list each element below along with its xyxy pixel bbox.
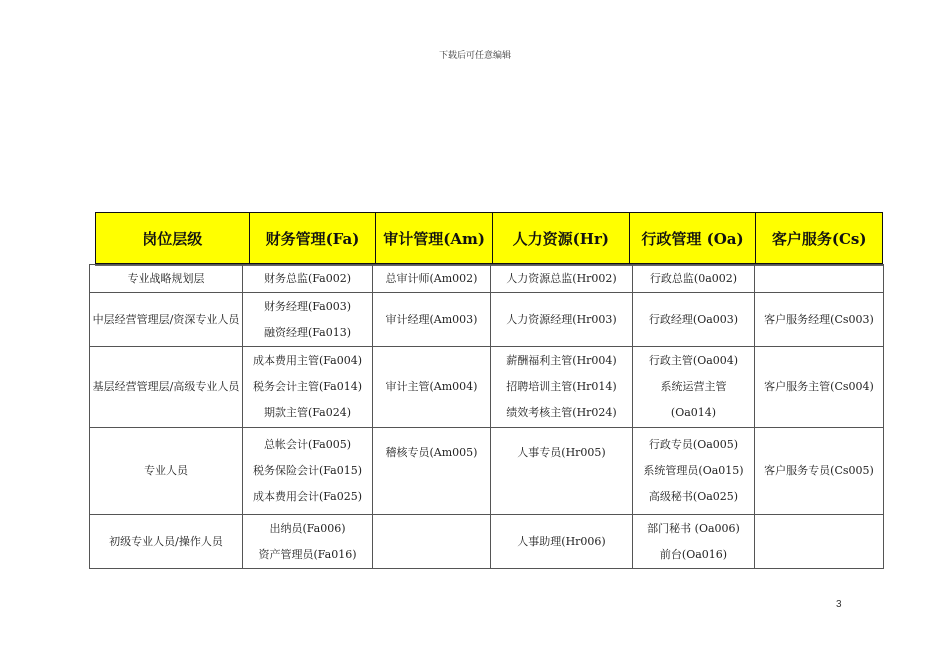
- position-label: 审计主管(Am004): [385, 380, 478, 393]
- position-label: 财务经理(Fa003): [263, 299, 352, 313]
- hr-cell: [491, 428, 633, 515]
- position-label: 成本费用会计(Fa025): [252, 490, 363, 503]
- hr-cell: [491, 347, 633, 428]
- position-label: 薪酬福利主管(Hr004): [506, 354, 617, 367]
- position-label: 总审计师(Am002): [385, 271, 478, 285]
- table-row: [90, 515, 884, 569]
- position-label: 人力资源经理(Hr003): [506, 312, 617, 326]
- position-label: 财务总监(Fa002): [263, 271, 352, 285]
- header-finance: 财务管理(Fa): [250, 213, 377, 263]
- position-label: 出纳员(Fa006): [269, 521, 346, 535]
- position-label: 前台(Oa016): [659, 547, 728, 561]
- level-cell: [90, 428, 243, 515]
- position-label: 人事助理(Hr006): [517, 534, 606, 548]
- service-cell: [755, 428, 884, 515]
- table-row: [90, 347, 884, 428]
- position-label: 审计经理(Am003): [385, 312, 478, 326]
- audit-cell: [373, 265, 491, 293]
- position-label: 客户服务主管(Cs004): [764, 380, 874, 393]
- position-label: 客户服务专员(Cs005): [764, 464, 874, 477]
- hr-cell: [491, 265, 633, 293]
- position-label: 行政专员(Oa005): [648, 438, 739, 451]
- position-label: 融资经理(Fa013): [263, 325, 352, 339]
- service-cell: [755, 265, 884, 293]
- service-cell: [755, 515, 884, 569]
- table-header-row: [95, 212, 883, 264]
- admin-cell: [633, 428, 755, 515]
- table-row: [90, 265, 884, 293]
- finance-cell: [243, 265, 373, 293]
- level-cell: [90, 293, 243, 347]
- position-label: 期款主管(Fa024): [263, 406, 352, 419]
- header-customer-service: 客户服务(Cs): [771, 229, 867, 248]
- position-label: 招聘培训主管(Hr014): [506, 380, 617, 393]
- position-label: 总帐会计(Fa005): [263, 438, 352, 451]
- level-label: 专业人员: [144, 464, 188, 477]
- position-label: 系统运营主管: [660, 380, 727, 393]
- header-admin: 行政管理 (Oa): [630, 213, 757, 263]
- hr-cell: [491, 293, 633, 347]
- level-label: 初级专业人员/操作人员: [109, 534, 223, 548]
- header-position-level: 岗位层级: [96, 213, 250, 263]
- level-label: 基层经营管理层/高级专业人员: [92, 380, 240, 393]
- admin-cell: [633, 293, 755, 347]
- level-cell: [90, 265, 243, 293]
- service-cell: [755, 347, 884, 428]
- level-cell: [90, 515, 243, 569]
- table-row: [90, 293, 884, 347]
- page-header-note: 下载后可任意编辑: [438, 51, 511, 61]
- admin-cell: [633, 515, 755, 569]
- position-label: 高级秘书(Oa025): [648, 490, 739, 503]
- service-cell: [755, 293, 884, 347]
- table-row: [90, 428, 884, 515]
- finance-cell: [243, 347, 373, 428]
- position-label: 成本费用主管(Fa004): [252, 354, 363, 367]
- level-label: 中层经营管理层/资深专业人员: [92, 312, 240, 326]
- position-label: (Oa014): [670, 406, 717, 419]
- position-label: 人力资源总监(Hr002): [506, 271, 617, 285]
- header-hr: 人力资源(Hr): [493, 213, 630, 263]
- position-label: 稽核专员(Am005): [385, 446, 478, 459]
- hr-cell: [491, 515, 633, 569]
- position-label: 行政主管(Oa004): [648, 354, 739, 367]
- position-label: 行政经理(Oa003): [648, 312, 739, 326]
- position-table: [89, 264, 884, 569]
- finance-cell: [243, 515, 373, 569]
- position-label: 系统管理员(Oa015): [643, 464, 744, 477]
- admin-cell: [633, 347, 755, 428]
- finance-cell: [243, 428, 373, 515]
- position-label: 人事专员(Hr005): [517, 446, 606, 459]
- position-label: 税务保险会计(Fa015): [252, 464, 363, 477]
- position-label: 绩效考核主管(Hr024): [506, 406, 617, 419]
- position-label: 税务会计主管(Fa014): [252, 380, 363, 393]
- page-number: 3: [836, 599, 842, 610]
- audit-cell: [373, 428, 491, 515]
- position-label: 客户服务经理(Cs003): [764, 312, 874, 326]
- admin-cell: [633, 265, 755, 293]
- position-label: 行政总监(0a002): [649, 271, 738, 285]
- audit-cell: [373, 347, 491, 428]
- audit-cell: [373, 293, 491, 347]
- level-cell: [90, 347, 243, 428]
- level-label: 专业战略规划层: [127, 271, 205, 285]
- audit-cell: [373, 515, 491, 569]
- header-audit: 审计管理(Am): [376, 213, 493, 263]
- position-label: 资产管理员(Fa016): [258, 547, 357, 561]
- finance-cell: [243, 293, 373, 347]
- position-label: 部门秘书 (Oa006): [647, 521, 740, 535]
